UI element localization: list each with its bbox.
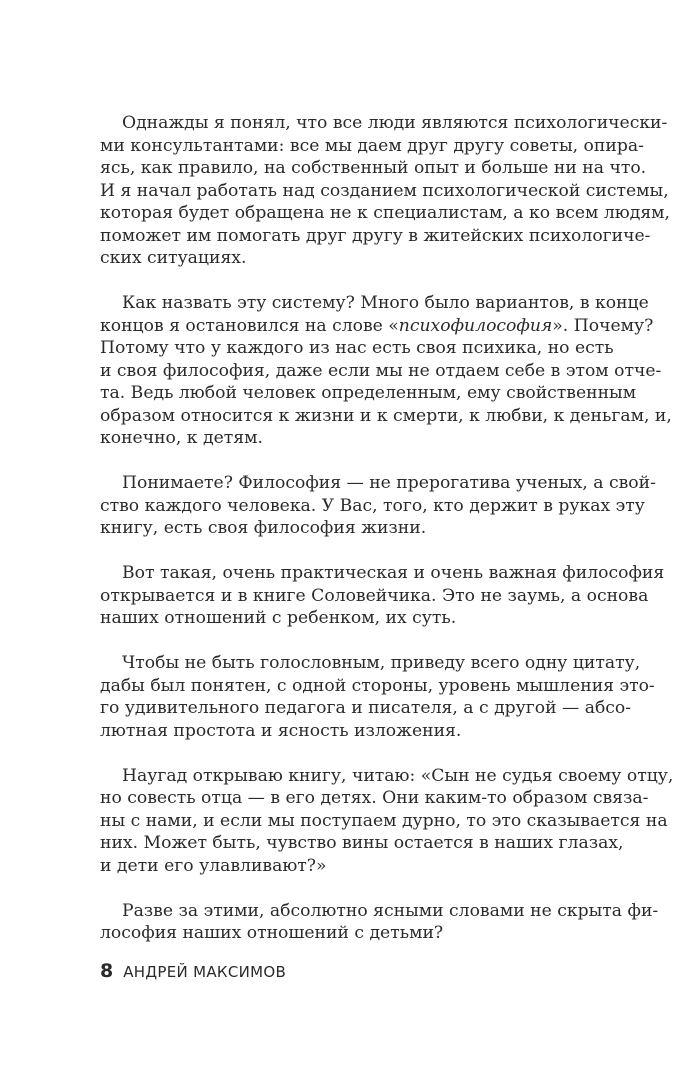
paragraph [100, 112, 671, 270]
text-line: наших отношений с ребенком, их суть. [100, 608, 457, 628]
paragraph [100, 900, 659, 945]
body-text [100, 112, 674, 967]
text-segment: концов я остановился на слове « [100, 315, 399, 336]
text-line: Вот такая, очень практическая и очень важная философия [122, 563, 665, 583]
text-line: открывается и в книге Соловейчика. Это не заумь, а основа [100, 585, 649, 606]
text-line: конечно, к детям. [100, 428, 263, 448]
paragraph [100, 292, 672, 450]
paragraph [100, 652, 655, 742]
text-line: которая будет обращена не к специалистам, а ко всем людям, [100, 203, 671, 223]
text-line: поможет им помогать друг другу в житейских психологиче- [100, 225, 651, 246]
text-segment: ». Почему? [552, 315, 654, 336]
text-line: дабы был понятен, с одной стороны, уровень мышления это- [100, 675, 655, 696]
running-author: АНДРЕЙ МАКСИМОВ [123, 963, 287, 981]
paragraph [100, 472, 656, 540]
text-line: Как назвать эту систему? Много было вариантов, в конце [122, 293, 649, 313]
text-line: Разве за этими, абсолютно ясными словами не скрыта фи- [122, 900, 659, 921]
text-line: лософия наших отношений с детьми? [100, 923, 444, 943]
text-line: ство каждого человека. У Вас, того, кто держит в руках эту [100, 495, 645, 516]
text-line: лютная простота и ясность изложения. [100, 720, 462, 741]
text-line: Потому что у каждого из нас есть своя психика, но есть [100, 338, 614, 358]
text-line: та. Ведь любой человек определенным, ему свойственным [100, 383, 637, 403]
text-line: Понимаете? Философия — не прерогатива ученых, а свой- [122, 473, 656, 493]
text-line: и своя философия, даже если мы не отдаем себе в этом отче- [100, 360, 662, 381]
text-line: ских ситуациях. [100, 248, 247, 268]
text-line [100, 315, 654, 338]
text-line: Однажды я понял, что все люди являются психологически- [122, 113, 668, 133]
text-line: и дети его улавливают?» [100, 855, 327, 876]
page-footer [100, 960, 286, 982]
text-line: ны с нами, и если мы поступаем дурно, то это сказывается на [100, 810, 668, 831]
page-number: 8 [100, 960, 114, 982]
italic-term: психофилософия [398, 315, 553, 336]
text-line: но совесть отца — в его детях. Они каким-то образом связа- [100, 788, 649, 808]
text-line: го удивительного педагога и писателя, а с другой — абсо- [100, 698, 632, 718]
text-line: ясь, как правило, на собственный опыт и больше ни на что. [100, 158, 647, 178]
text-line: них. Может быть, чувство вины остается в наших глазах, [100, 833, 624, 853]
text-line: Чтобы не быть голословным, приведу всего одну цитату, [122, 653, 641, 673]
paragraph [100, 765, 674, 878]
text-line: И я начал работать над созданием психологической системы, [100, 180, 669, 201]
text-line: Наугад открываю книгу, читаю: «Сын не судья своему отцу, [122, 765, 674, 786]
text-line: образом относится к жизни и к смерти, к любви, к деньгам, и, [100, 405, 672, 426]
paragraph [100, 562, 665, 630]
text-line: книгу, есть своя философия жизни. [100, 518, 427, 538]
text-line: ми консультантами: все мы даем друг другу советы, опира- [100, 135, 644, 156]
